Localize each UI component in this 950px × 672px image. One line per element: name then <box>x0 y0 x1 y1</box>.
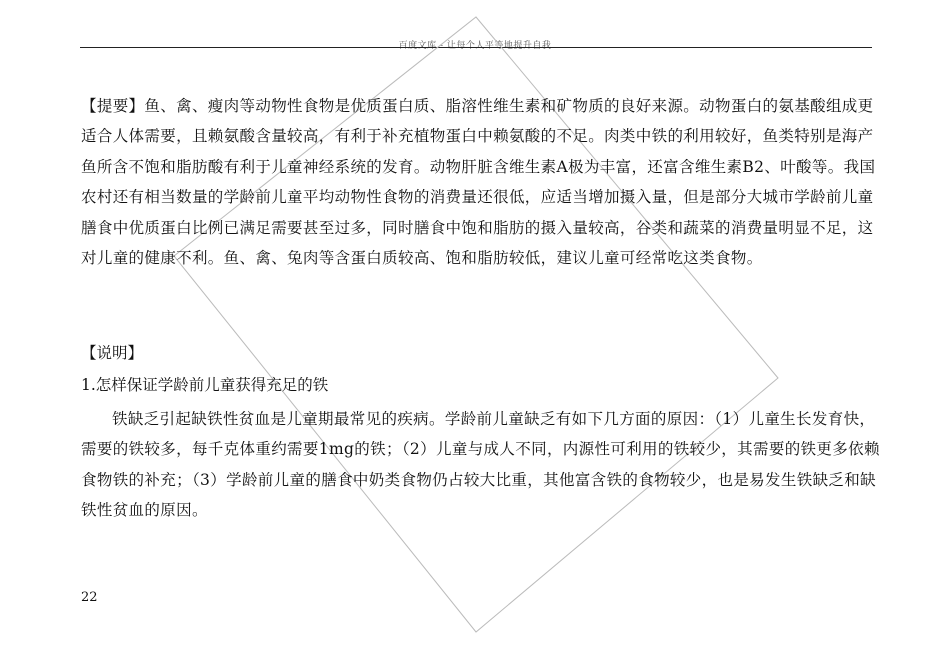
page-number: 22 <box>81 590 98 605</box>
answer-paragraph: 铁缺乏引起缺铁性贫血是儿童期最常见的疾病。学龄前儿童缺乏有如下几方面的原因：（1）儿童生长发育快，需要的铁较多，每千克体重约需要1mg的铁；（2）儿童与成人不同，内源性可利用的铁较少，其需要的铁更多依赖食物铁的补充；（3）学龄前儿童的膳食中奶类食物仍占较大比重，其他富含铁的食物较少，也是易发生铁缺乏和缺铁性贫血的原因。 <box>81 410 880 520</box>
summary-paragraph: 【提要】鱼、禽、瘦肉等动物性食物是优质蛋白质、脂溶性维生素和矿物质的良好来源。动物蛋白的氨基酸组成更适合人体需要，且赖氨酸含量较高，有利于补充植物蛋白中赖氨酸的不足。肉类中铁的利用较好，鱼类特别是海产鱼所含不饱和脂肪酸有利于儿童神经系统的发育。动物肝脏含维生素A极为丰富，还富含维生素B2、叶酸等。我国农村还有相当数量的学龄前儿童平均动物性食物的消费量还很低，应适当增加摄入量，但是部分大城市学龄前儿童膳食中优质蛋白比例已满足需要甚至过多，同时膳食中饱和脂肪的摄入量较高，谷类和蔬菜的消费量明显不足，这对儿童的健康不利。鱼、禽、兔肉等含蛋白质较高、饱和脂肪较低，建议儿童可经常吃这类食物。 <box>81 97 876 268</box>
question-title: 1.怎样保证学龄前儿童获得充足的铁 <box>81 376 329 394</box>
explanation-heading: 【说明】 <box>81 344 144 362</box>
page-header-text: 百度文库 - 让每个人平等地提升自我 <box>398 41 552 51</box>
header-rule <box>80 47 872 48</box>
